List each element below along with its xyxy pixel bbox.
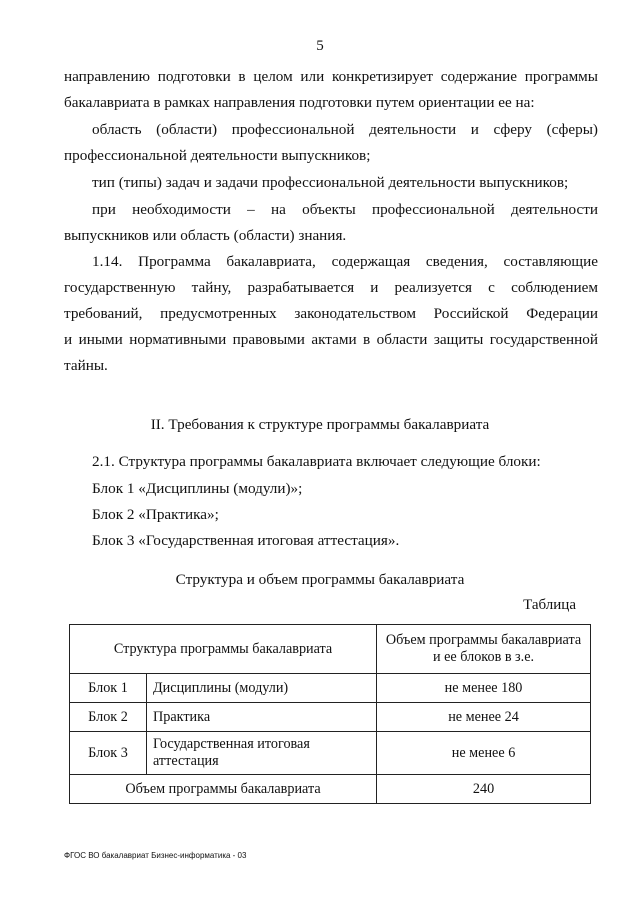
list-item-line: при необходимости – на объекты профессиональной деятельности: [92, 201, 598, 218]
block-name-line: аттестация: [153, 753, 219, 769]
block-cell: Блок 3: [70, 732, 147, 775]
block-list-item: Блок 3 «Государственная итоговая аттестация».: [92, 532, 400, 549]
footer-text: ФГОС ВО бакалавриат Бизнес-информатика - 03: [64, 851, 247, 860]
volume-cell: не менее 24: [377, 703, 591, 732]
table-row: [70, 674, 591, 703]
section-intro: 2.1. Структура программы бакалавриата включает следующие блоки:: [92, 453, 541, 470]
volume-cell: не менее 6: [377, 732, 591, 775]
paragraph-line: и иными нормативными правовыми актами в области защиты государственной: [64, 331, 598, 348]
table-header-row: [70, 625, 591, 674]
list-item-line: выпускников или область (области) знания.: [64, 227, 347, 244]
paragraph-line: направлению подготовки в целом или конкретизирует содержание программы: [64, 68, 598, 85]
page-number: 5: [316, 38, 324, 54]
table-caption: Структура и объем программы бакалавриата: [175, 571, 465, 588]
table-row: [70, 732, 591, 775]
block-cell: Блок 2: [70, 703, 147, 732]
table-total-row: [70, 775, 591, 804]
total-label-cell: Объем программы бакалавриата: [70, 775, 377, 804]
block-list-item: Блок 1 «Дисциплины (модули)»;: [92, 480, 303, 497]
block-name-cell: [147, 732, 377, 775]
total-value-cell: 240: [377, 775, 591, 804]
header-volume: [377, 625, 591, 674]
block-list-item: Блок 2 «Практика»;: [92, 506, 219, 523]
list-item-line: область (области) профессиональной деятельности и сферу (сферы): [92, 121, 598, 138]
table-row: [70, 703, 591, 732]
volume-cell: не менее 180: [377, 674, 591, 703]
paragraph-line: 1.14. Программа бакалавриата, содержащая сведения, составляющие: [92, 253, 598, 270]
paragraph-line: бакалавриата в рамках направления подготовки путем ориентации ее на:: [64, 94, 535, 111]
block-cell: Блок 1: [70, 674, 147, 703]
header-structure: Структура программы бакалавриата: [70, 625, 377, 674]
block-name-line: Государственная итоговая: [153, 736, 310, 752]
list-item-line: тип (типы) задач и задачи профессиональной деятельности выпускников;: [92, 174, 569, 191]
paragraph-line: требований, предусмотренных законодательством Российской Федерации: [64, 305, 598, 322]
list-item-line: профессиональной деятельности выпускников;: [64, 147, 371, 164]
block-name-cell: Практика: [147, 703, 377, 732]
paragraph-line: государственную тайну, разрабатывается и реализуется с соблюдением: [64, 279, 598, 296]
header-volume-line: и ее блоков в з.е.: [432, 649, 535, 665]
header-volume-line: Объем программы бакалавриата: [385, 632, 582, 648]
section-heading: II. Требования к структуре программы бакалавриата: [150, 416, 490, 433]
table-label: Таблица: [523, 597, 576, 613]
paragraph-line: тайны.: [64, 357, 108, 374]
structure-table: [69, 624, 591, 804]
block-name-cell: Дисциплины (модули): [147, 674, 377, 703]
